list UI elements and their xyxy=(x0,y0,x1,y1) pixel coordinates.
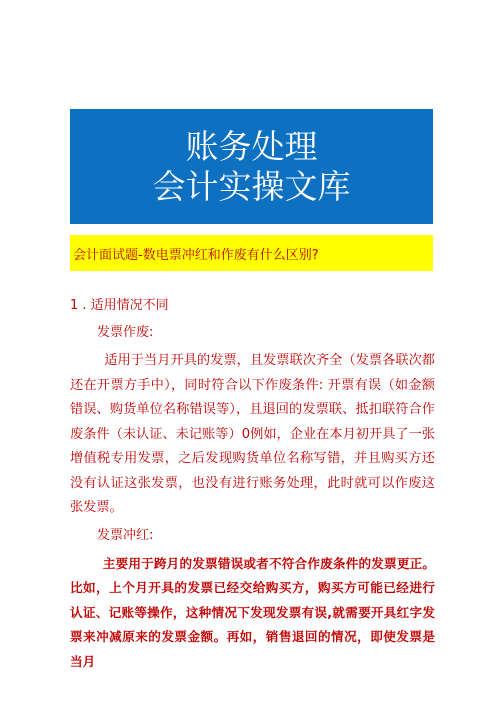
title-banner xyxy=(70,109,433,224)
subtitle-text: 会计面试题-数电票冲红和作废有什么区别? xyxy=(73,247,319,263)
red-invoice-paragraph: 主要用于跨月的发票错误或者不符合作废条件的发票更正。比如，上个月开具的发票已经交给购买方，购买方可能已经进行认证、记账等操作，这种情况下发现发票有误,就需要开具红字发票来冲减原来的发票金额。再如，销售退回的情况，即使发票是当月 xyxy=(70,555,435,669)
void-label: 发票作废: xyxy=(97,325,154,340)
banner-title-line-1: 账务处理 xyxy=(185,126,318,166)
banner-title-line-2: 会计实操文库 xyxy=(152,166,351,206)
void-paragraph: 适用于当月开具的发票，且发票联次齐全（发票各联次都还在开票方手中），同时符合以下作废条件: 开票有误（如金额错误、购货单位名称错误等），且退回的发票联、抵扣联符合作废条件（未认证、未记账等）0例如，企业在本月初开具了一张增值税专用发票，之后发现购货单位名称写错，并且购买方还没有认证这张发票，也没有进行账务处理，此时就可以作废这张发票。 xyxy=(70,353,435,515)
section-heading: 1 . 适用情况不同 xyxy=(70,298,169,313)
red-invoice-label: 发票冲红: xyxy=(97,527,154,543)
subtitle-bar xyxy=(70,235,433,271)
document-body xyxy=(70,296,435,678)
